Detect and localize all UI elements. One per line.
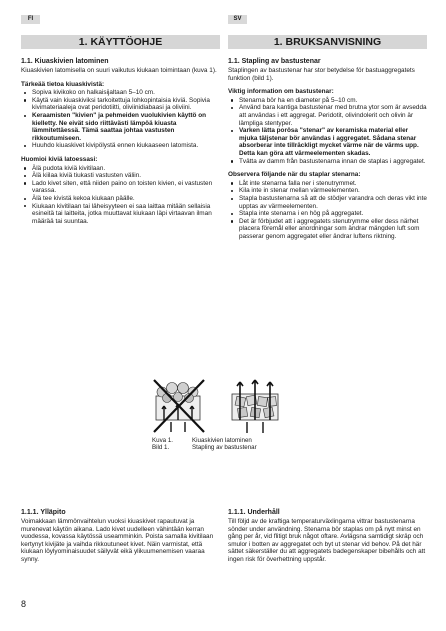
- fi-heading-stacking-notes: Huomioi kiviä latoessasi:: [21, 155, 98, 163]
- list-item: Tvätta av damm från bastustenarna innan de staplas i aggregatet.: [228, 158, 428, 166]
- fi-heading-maintenance: 1.1.1. Ylläpito: [21, 509, 66, 516]
- list-item: Käytä vain kiuaskiviksi tarkoitettuja lohkopintaisia kiviä. Sopivia kivimateriaaleja ovat peridotiitti, oliviinidiabaasi ja oliviini.: [21, 97, 221, 112]
- stone-stacking-figure: [150, 378, 286, 434]
- sv-heading-stone-info: Viktig information om bastustenar:: [228, 88, 334, 96]
- list-item: Lado kivet siten, että niiden paino on toisten kivien, ei vastusten varassa.: [21, 180, 221, 195]
- sv-heading-stacking-notes: Observera följande när du staplar stenarna:: [228, 171, 361, 179]
- caption-text-sv: Stapling av bastustenar: [192, 444, 257, 452]
- fi-intro-paragraph: Kiuaskivien latomisella on suuri vaikutus kiukaan toimintaan (kuva 1).: [21, 67, 217, 74]
- fi-stacking-notes-list: [21, 165, 221, 226]
- fi-heading-stacking: 1.1. Kiuaskivien latominen: [21, 58, 109, 65]
- section-title-fi: 1. KÄYTTÖOHJE: [21, 35, 220, 49]
- lang-tag-sv: SV: [228, 15, 247, 24]
- sv-heading-stacking: 1.1. Stapling av bastustenar: [228, 58, 321, 65]
- caption-number-sv: Bild 1.: [152, 444, 170, 452]
- list-item: Låt inte stenarna falla ner i stenutrymmet.: [228, 180, 428, 188]
- sv-stone-info-list: [228, 97, 428, 165]
- sv-stacking-notes-list: [228, 180, 428, 241]
- figure-caption: [152, 437, 257, 452]
- sv-maintenance-paragraph: Till följd av de kraftiga temperaturväxlingarna vittrar bastustenarna sönder under användning. Stenarna bör staplas om på nytt minst en gång per år, vid flitigt bruk något oftare. Avlägsna samtidigt skräp och smulor i botten av aggregatet och byt ut stenar vid behov. På det här sättet säkerställer du att aggregatets badegenskaper bibehålls och att ingen risk för överhettning uppstår.: [228, 518, 426, 563]
- list-item: Älä kiilaa kiviä tiukasti vastusten väliin.: [21, 172, 221, 180]
- sv-maintenance-section: [228, 509, 428, 564]
- list-item: Använd bara kantiga bastustenar med brutna ytor som är avsedda att användas i ett aggregat. Peridotit, olivindolerit och olivin är lämpliga stentyper.: [228, 104, 428, 127]
- stacking-wrong-illustration: [154, 380, 204, 432]
- list-item: Stapla inte stenarna i en hög på aggregatet.: [228, 210, 428, 218]
- caption-text-fi: Kiuaskivien latominen: [192, 437, 252, 444]
- fi-maintenance-section: [21, 509, 221, 564]
- list-item: Stenarna bör ha en diameter på 5–10 cm.: [228, 97, 428, 105]
- page-number: 8: [21, 599, 27, 609]
- list-item: Kila inte in stenar mellan värmeelementen.: [228, 187, 428, 195]
- list-item: Kiukaan kivitilaan tai läheisyyteen ei saa laittaa mitään sellaisia esineitä tai laitteita, jotka muuttavat kiukaan läpi virtaavan ilman määrää tai suuntaa.: [21, 203, 221, 226]
- sv-column: [228, 58, 428, 240]
- list-item: Det är förbjudet att i aggregatets stenutrymme eller dess närhet placera föremål eller anordningar som ändrar mängden luft som passerar genom aggregatet eller ändrar luftens riktning.: [228, 218, 428, 241]
- list-item-warning: Keraamisten "kivien" ja pehmeiden vuolukivien käyttö on kielletty. Ne eivät sido riittävästi lämpöä kiuasta lämmitettäessä. Tämä saattaa johtaa vastusten rikkoutumiseen.: [21, 112, 221, 142]
- stacking-correct-illustration: [232, 380, 278, 433]
- list-item: Älä pudota kiviä kivitilaan.: [21, 165, 221, 173]
- list-item: Sopiva kivikoko on halkaisijaltaan 5–10 cm.: [21, 89, 221, 97]
- caption-number-fi: Kuva 1.: [152, 437, 173, 444]
- list-item: Älä tee kivistä kekoa kiukaan päälle.: [21, 195, 221, 203]
- fi-column: [21, 58, 221, 225]
- fi-heading-stone-info: Tärkeää tietoa kiuaskivistä:: [21, 80, 105, 88]
- section-title-sv: 1. BRUKSANVISNING: [228, 35, 427, 49]
- fi-stone-info-list: [21, 89, 221, 150]
- sv-intro-paragraph: Staplingen av bastustenar har stor betydelse för bastuaggregatets funktion (bild 1).: [228, 67, 415, 82]
- lang-tag-fi: FI: [21, 15, 40, 24]
- fi-maintenance-paragraph: Voimakkaan lämmönvaihtelun vuoksi kiuaskivet rapautuvat ja murenevat käytön aikana. Lado kivet uudelleen vähintään kerran vuodessa, kovassa käytössä useamminkin. Poista samalla kivitilaan kertynyt kivijäte ja vaihda rikkoutuneet kivet. Näin varmistat, että kiukaan löylyominaisuudet säilyvät eikä ylikuumenemisen vaaraa synny.: [21, 518, 214, 563]
- sv-heading-maintenance: 1.1.1. Underhåll: [228, 509, 280, 516]
- list-item-warning: Varken lätta porösa "stenar" av keramiska material eller mjuka täljstenar bör användas i aggregatet. Sådana stenar absorberar inte tillräckligt mycket värme när de värms upp. Detta kan göra att värmeelementen skadas.: [228, 127, 428, 157]
- list-item: Stapla bastustenarna så att de stödjer varandra och deras vikt inte upptas av värmeelementen.: [228, 195, 428, 210]
- list-item: Huuhdo kiuaskivet kivipölystä ennen kiukaaseen latomista.: [21, 142, 221, 150]
